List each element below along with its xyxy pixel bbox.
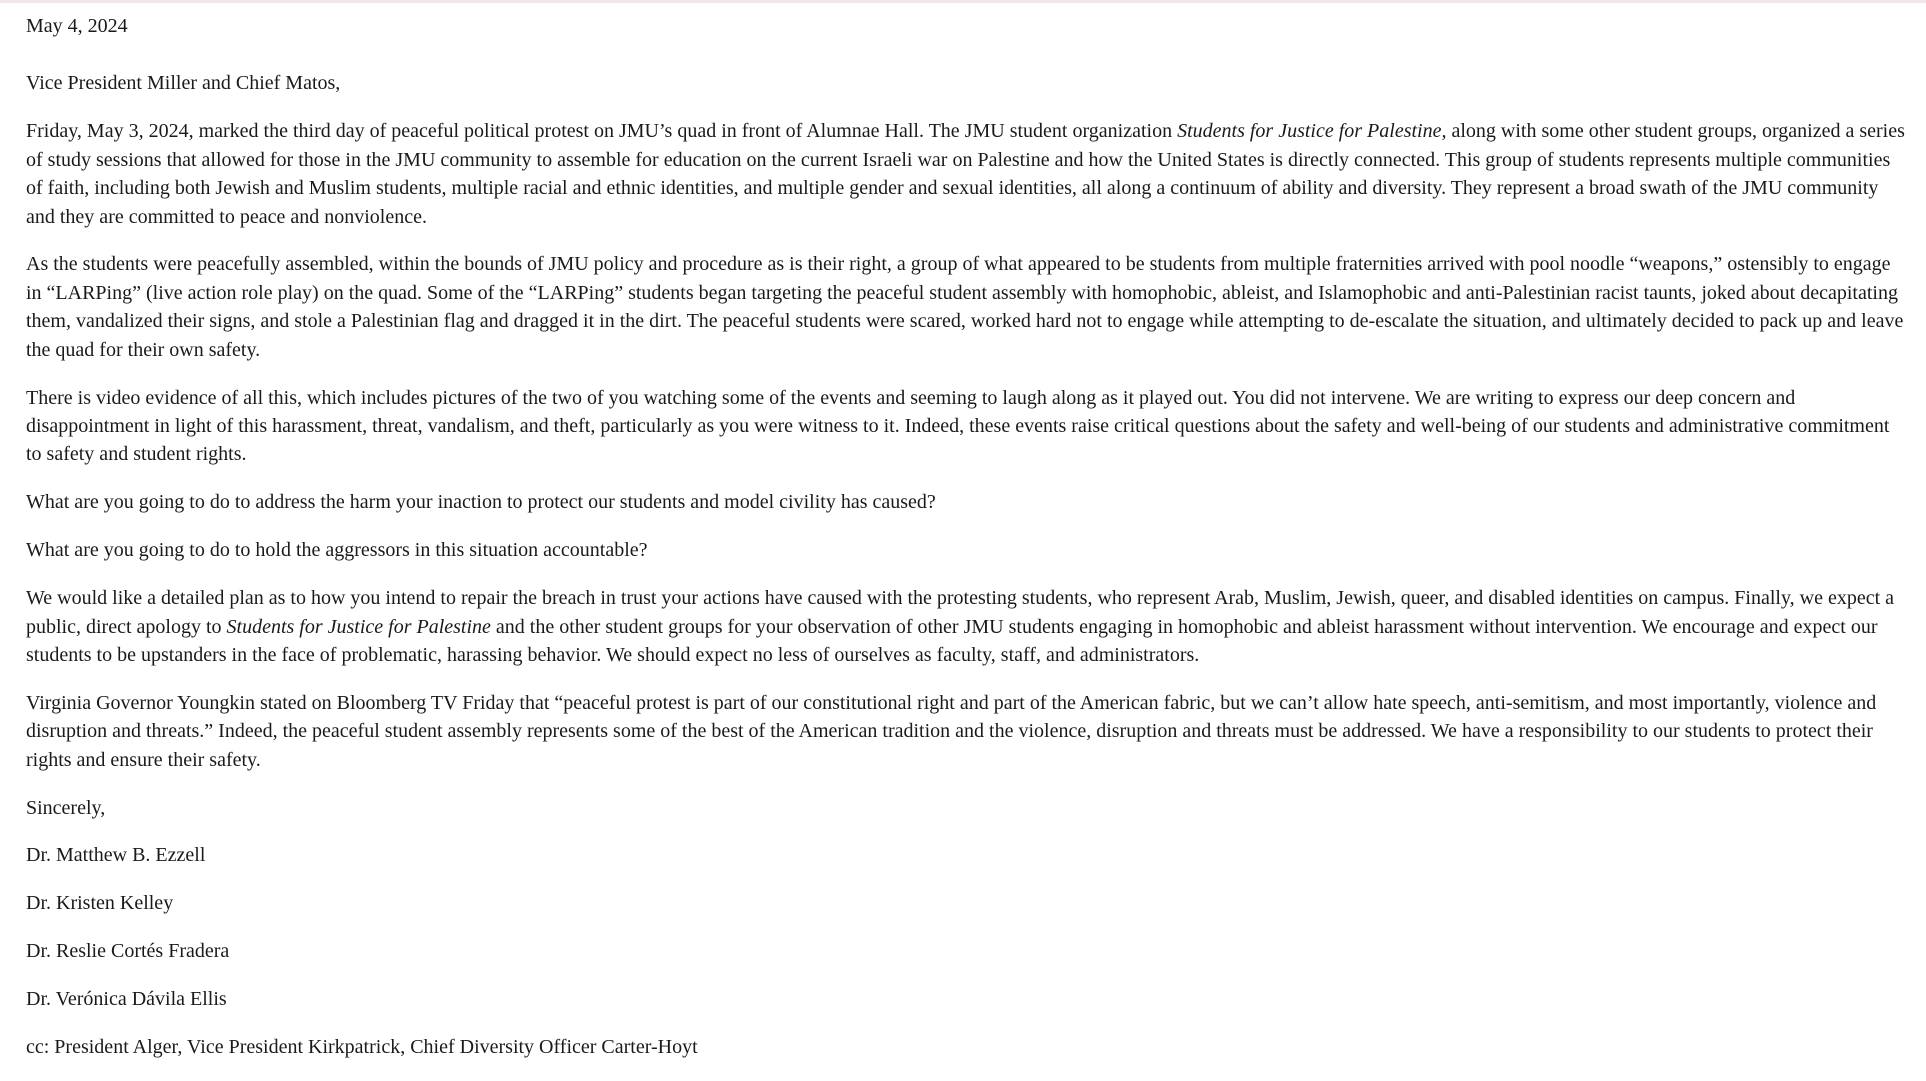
signatory: Dr. Reslie Cortés Fradera bbox=[26, 940, 230, 963]
signatory: Dr. Kristen Kelley bbox=[26, 892, 174, 915]
org-name: Students for Justice for Palestine, bbox=[1177, 120, 1447, 143]
text: along with some other student groups, organized a series of study sessions that allowed for those in the JMU community to assemble for education on the current Israeli war on Palestine and how the United States is directly connected. This group of students represents multiple communities of faith, including both Jewish and Muslim students, multiple racial and ethnic identities, and multiple gender and sexual identities, all along a continuum of ability and diversity. They represent a broad swath of the JMU community and they are committed to peace and nonviolence. bbox=[26, 120, 1905, 228]
closing: Sincerely, bbox=[26, 796, 106, 819]
paragraph-2: As the students were peacefully assembled, within the bounds of JMU policy and procedure as is their right, a group of what appeared to be students from multiple fraternities arrived with pool noodle “weapons,” ostensibly to engage in “LARPing” (live action role play) on the quad. Some of the “LARPing” students began targeting the peaceful student assembly with homophobic, ableist, and Islamophobic and anti-Palestinian racist taunts, joked about decapitating them, vandalized their signs, and stole a Palestinian flag and dragged it in the dirt. The peaceful students were scared, worked hard not to engage while attempting to de-escalate the situation, and ultimately decided to pack up and leave the quad for their own safety. bbox=[26, 253, 1904, 361]
text: and the other student groups for your observation of other JMU students engaging in homophobic and ableist harassment without intervention. We encourage and expect our students to be upstanders in the face of problematic, harassing behavior. We should expect no less of ourselves as faculty, staff, and administrators. bbox=[26, 615, 1878, 666]
paragraph-3: There is video evidence of all this, which includes pictures of the two of you watching some of the events and seeming to laugh along as it played out. You did not intervene. We are writing to express our deep concern and disappointment in light of this harassment, threat, vandalism, and theft, particularly as you were witness to it. Indeed, these events raise critical questions about the safety and well-being of our students and administrative commitment to safety and student rights. bbox=[26, 386, 1890, 466]
salutation: Vice President Miller and Chief Matos, bbox=[26, 72, 341, 95]
paragraph-1 bbox=[26, 117, 1906, 231]
signatory: Dr. Verónica Dávila Ellis bbox=[26, 988, 227, 1011]
cc-line: cc: President Alger, Vice President Kirkpatrick, Chief Diversity Officer Carter-Hoyt bbox=[26, 1036, 698, 1059]
text: Friday, May 3, 2024, marked the third day of peaceful political protest on JMU’s quad in front of Alumnae Hall. The JMU student organization bbox=[26, 120, 1178, 143]
paragraph-5: Virginia Governor Youngkin stated on Bloomberg TV Friday that “peaceful protest is part of our constitutional right and part of the American fabric, but we can’t allow hate speech, anti-semitism, and most importantly, violence and disruption and threats.” Indeed, the peaceful student assembly represents some of the best of the American tradition and the violence, disruption and threats must be addressed. We have a responsibility to our students to protect their rights and ensure their safety. bbox=[26, 691, 1877, 771]
top-border bbox=[0, 0, 1926, 3]
paragraph-4 bbox=[26, 584, 1906, 669]
question-1: What are you going to do to address the harm your inaction to protect our students and model civility has caused? bbox=[26, 491, 936, 514]
letter-date: May 4, 2024 bbox=[26, 15, 128, 37]
org-name: Students for Justice for Palestine bbox=[226, 615, 491, 638]
text: We would like a detailed plan as to how you intend to repair the breach in trust your actions have caused with the protesting students, who represent Arab, Muslim, Jewish, queer, and disabled identities on campus. Finally, we expect a public, direct apology to bbox=[26, 587, 1895, 638]
letter-body bbox=[26, 12, 1906, 1081]
signatory: Dr. Matthew B. Ezzell bbox=[26, 844, 206, 867]
question-2: What are you going to do to hold the aggressors in this situation accountable? bbox=[26, 539, 648, 562]
